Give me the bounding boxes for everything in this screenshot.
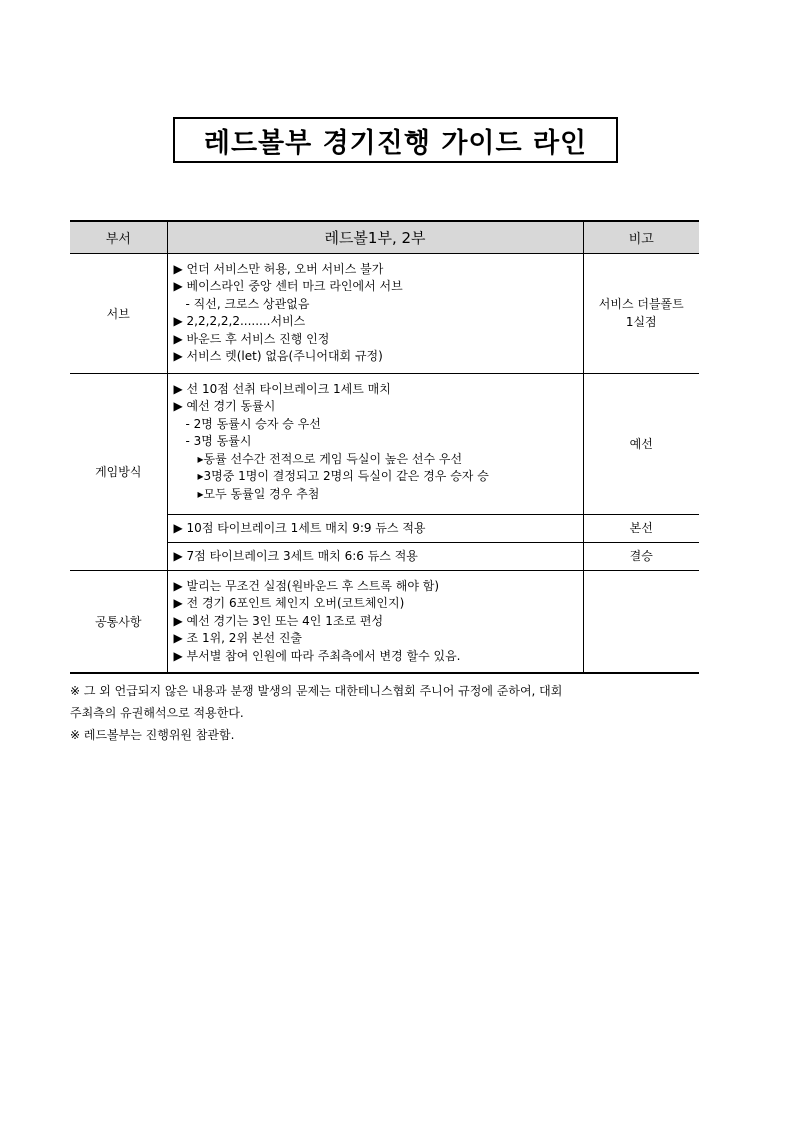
title-box: [173, 117, 618, 163]
table-row-common: [70, 570, 699, 673]
footer-notes: [70, 680, 710, 746]
note-line: 서비스 더블폴트: [598, 297, 684, 311]
rule-line: ▶ 베이스라인 중앙 센터 마크 라인에서 서브: [173, 279, 403, 293]
dept-serve: 서브: [70, 253, 167, 373]
serve-rules: [167, 253, 583, 373]
rule-line: - 직선, 크로스 상관없음: [185, 296, 310, 311]
rule-line: ▶ 선 10점 선취 타이브레이크 1세트 매치: [173, 381, 391, 396]
table-row-serve: [70, 253, 699, 373]
table-row-game-prelim: [70, 373, 699, 514]
footer-line: ※ 그 외 언급되지 않은 내용과 분쟁 발생의 문제는 대한테니스협회 주니어 규정에 준하여, 대회: [70, 684, 563, 698]
footer-line: 주최측의 유권해석으로 적용한다.: [70, 706, 244, 720]
rule-line: - 2명 동률시 승자 승 우선: [185, 416, 321, 431]
note-main: 본선: [583, 514, 699, 542]
dept-common: 공통사항: [70, 570, 167, 673]
rule-line: ▸3명중 1명이 결정되고 2명의 득실이 같은 경우 승자 승: [197, 469, 489, 483]
rule-line: ▶ 예선 경기 동률시: [173, 399, 276, 413]
table-header-row: [70, 221, 699, 253]
dept-game-format: 게임방식: [70, 373, 167, 570]
final-rules: [167, 542, 583, 570]
header-division: 레드볼1부, 2부: [167, 221, 583, 253]
note-common: [583, 570, 699, 673]
rule-line: ▶ 7점 타이브레이크 3세트 매치 6:6 듀스 적용: [173, 548, 418, 563]
rule-line: ▶ 발리는 무조건 실점(원바운드 후 스트록 해야 함): [173, 578, 440, 593]
main-rules: [167, 514, 583, 542]
rule-line: - 3명 동률시: [185, 434, 252, 448]
rule-line: ▶ 예선 경기는 3인 또는 4인 1조로 편성: [173, 613, 384, 628]
rule-line: ▶ 언더 서비스만 허용, 오버 서비스 불가: [173, 261, 384, 276]
note-prelim: 예선: [583, 373, 699, 514]
rule-line: ▶ 2,2,2,2,2........서비스: [173, 314, 306, 328]
common-rules: [167, 570, 583, 673]
footer-line: ※ 레드볼부는 진행위원 참관함.: [70, 728, 235, 742]
rule-line: ▸동률 선수간 전적으로 게임 득실이 높은 선수 우선: [197, 451, 463, 466]
rule-line: ▶ 부서별 참여 인원에 따라 주최측에서 변경 할수 있음.: [173, 648, 461, 663]
rule-line: ▶ 10점 타이브레이크 1세트 매치 9:9 듀스 적용: [173, 520, 426, 535]
rule-line: ▸모두 동률일 경우 추첨: [197, 486, 320, 501]
rule-line: ▶ 조 1위, 2위 본선 진출: [173, 631, 303, 645]
rule-line: ▶ 바운드 후 서비스 진행 인정: [173, 331, 330, 346]
note-line: 1실점: [625, 315, 657, 329]
rule-line: ▶ 서비스 렛(let) 없음(주니어대회 규정): [173, 349, 383, 363]
prelim-rules: [167, 373, 583, 514]
header-note: 비고: [583, 221, 699, 253]
guide-table: [70, 220, 699, 674]
rule-line: ▶ 전 경기 6포인트 체인지 오버(코트체인지): [173, 596, 405, 610]
note-serve: [583, 253, 699, 373]
header-dept: 부서: [70, 221, 167, 253]
page-title: 레드볼부 경기진행 가이드 라인: [203, 127, 588, 159]
note-final: 결승: [583, 542, 699, 570]
